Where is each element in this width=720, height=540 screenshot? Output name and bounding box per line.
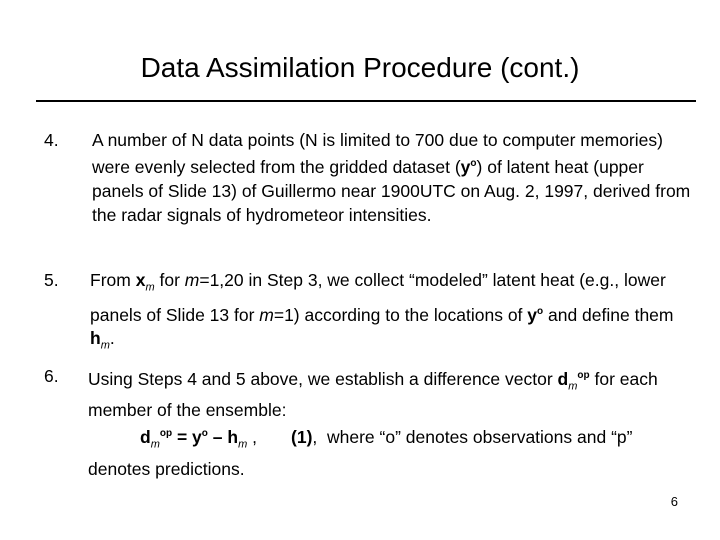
item-text: From $x_m$ for m=1,20 in Step 3, we collect “modeled” latent heat (e.g., lower panels of Slide 13 for m=1) according to the locations of $y^o$ and define them $h_m$. (90, 270, 674, 352)
list-item-5 (44, 268, 694, 352)
page-number: 6 (670, 494, 678, 509)
item-number: 5. (44, 270, 59, 290)
item-text: A number of N data points (N is limited to 700 due to computer memories) were evenly selected from the gridded dataset $(y^o)$ of latent heat (upper panels of Slide 13) of Guillermo near 1900UTC on Aug. 2, 1997, derived from the radar signals of hydrometeor intensities. (92, 130, 691, 225)
equation: $d_m^{op} = y^o - h_m$ , (1), (140, 427, 318, 451)
title-divider (36, 100, 696, 102)
slide-title: Data Assimilation Procedure (cont.) (140, 52, 580, 83)
item-number: 4. (44, 130, 59, 150)
list-item-6 (44, 364, 694, 479)
item-number: 6. (44, 366, 59, 386)
item-text: Using Steps 4 and 5 above, we establish a difference vector $d_m^{op}$ for each member of the ensemble: $d_m^{op} = y^o - h_m$ , (1), where “o” denotes observations and “p” denotes predictions. (88, 368, 658, 479)
list-item-4 (44, 128, 694, 244)
